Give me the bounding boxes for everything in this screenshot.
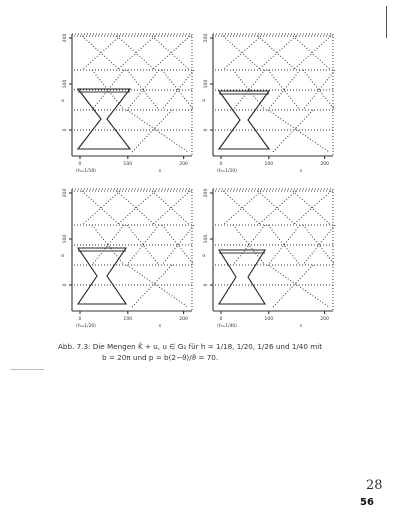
x-axis-variable: s xyxy=(299,169,303,174)
lattice-diag-b-0 xyxy=(82,191,120,225)
panel-plot-a xyxy=(52,26,202,181)
x-tick-label: 200 xyxy=(320,317,329,322)
x-tick-label: 200 xyxy=(179,162,188,167)
lattice-diag-lower-b xyxy=(273,265,313,307)
x-tick-label: 0 xyxy=(78,162,82,167)
lattice-diag-d-2 xyxy=(303,70,335,110)
y-tick-label: 0 xyxy=(63,128,68,132)
lattice-diag-lower-b xyxy=(132,110,172,152)
lattice-diag-b-1 xyxy=(117,191,155,225)
lattice-diag-a-1 xyxy=(117,191,155,225)
scan-smudge xyxy=(10,369,44,370)
panel-plot-d xyxy=(193,181,343,336)
y-tick-label: 100 xyxy=(204,79,209,89)
figure-panel-b xyxy=(193,26,343,181)
figure-panel-c xyxy=(52,181,202,336)
panel-h-label: (h=1/20) xyxy=(217,169,237,174)
panel-plot-b xyxy=(193,26,343,181)
x-tick-label: 100 xyxy=(123,162,133,167)
figure-caption xyxy=(58,341,358,363)
lattice-diag-lower-a xyxy=(127,265,188,307)
lattice-diag-lower-b xyxy=(273,110,313,152)
x-tick-label: 200 xyxy=(179,317,188,322)
solid-set-hourglass xyxy=(219,91,269,149)
y-tick-label: 100 xyxy=(63,234,68,244)
lattice-diag-b-2 xyxy=(152,191,190,225)
lattice-diag-b-0 xyxy=(223,191,261,225)
lattice-diag-a-1 xyxy=(258,191,296,225)
caption-line-1: Abb. 7.3: Die Mengen K̃ + u, u ∈ G₂ für h = 1/18, 1/20, 1/26 und 1/40 mit xyxy=(58,342,323,351)
lattice-diag-lower-a xyxy=(268,265,329,307)
x-axis-variable: s xyxy=(158,324,162,329)
panel-h-label: (h=1/18) xyxy=(76,169,96,174)
lattice-diag-c-2 xyxy=(162,225,194,265)
y-tick-label: 200 xyxy=(204,188,209,198)
lattice-diag-b-2 xyxy=(293,191,331,225)
lattice-diag-c-2 xyxy=(162,70,194,110)
lattice-diag-lower-b xyxy=(132,265,172,307)
x-tick-label: 100 xyxy=(264,317,274,322)
handwritten-annotation: 28 xyxy=(366,478,383,493)
lattice-diag-c-2 xyxy=(303,225,335,265)
y-axis-variable: σ xyxy=(202,98,206,104)
solid-set-hourglass xyxy=(78,89,130,149)
lattice-diag-a-2 xyxy=(293,36,331,70)
y-tick-label: 200 xyxy=(63,33,68,43)
y-tick-label: 0 xyxy=(63,283,68,287)
panel-h-label: (h=1/40) xyxy=(217,324,237,329)
lattice-diag-lower-a xyxy=(127,110,188,152)
panel-h-label: (h=1/26) xyxy=(76,324,96,329)
y-tick-label: 100 xyxy=(204,234,209,244)
y-tick-label: 0 xyxy=(204,128,209,132)
x-tick-label: 0 xyxy=(219,162,223,167)
lattice-diag-b-1 xyxy=(258,191,296,225)
figure-panel-a xyxy=(52,26,202,181)
page-number-stamp: 56 xyxy=(360,497,374,508)
lattice-diag-lower-a xyxy=(268,110,329,152)
lattice-diag-a-0 xyxy=(223,191,261,225)
x-tick-label: 100 xyxy=(264,162,274,167)
lattice-diag-c-2 xyxy=(303,70,335,110)
x-tick-label: 0 xyxy=(78,317,82,322)
x-tick-label: 0 xyxy=(219,317,223,322)
lattice-diag-a-1 xyxy=(258,36,296,70)
y-tick-label: 100 xyxy=(63,79,68,89)
x-tick-label: 200 xyxy=(320,162,329,167)
solid-set-hourglass xyxy=(78,248,126,304)
lattice-diag-d-2 xyxy=(162,225,194,265)
x-axis-variable: s xyxy=(299,324,303,329)
y-axis-variable: σ xyxy=(61,253,65,259)
lattice-diag-a-0 xyxy=(82,191,120,225)
panel-plot-c xyxy=(52,181,202,336)
y-axis-variable: σ xyxy=(202,253,206,259)
scan-edge-line xyxy=(386,6,387,38)
y-tick-label: 200 xyxy=(63,188,68,198)
lattice-diag-d-2 xyxy=(162,70,194,110)
lattice-diag-b-2 xyxy=(293,36,331,70)
figure-panel-d xyxy=(193,181,343,336)
lattice-diag-a-2 xyxy=(152,191,190,225)
caption-line-2: b = 20π und p = b(2−ϑ)/ϑ = 70. xyxy=(102,353,219,362)
x-axis-variable: s xyxy=(158,169,162,174)
y-tick-label: 200 xyxy=(204,33,209,43)
y-axis-variable: σ xyxy=(61,98,65,104)
solid-set-hourglass xyxy=(219,250,265,304)
lattice-diag-b-1 xyxy=(258,36,296,70)
lattice-diag-d-2 xyxy=(303,225,335,265)
lattice-diag-a-2 xyxy=(293,191,331,225)
y-tick-label: 0 xyxy=(204,283,209,287)
x-tick-label: 100 xyxy=(123,317,133,322)
